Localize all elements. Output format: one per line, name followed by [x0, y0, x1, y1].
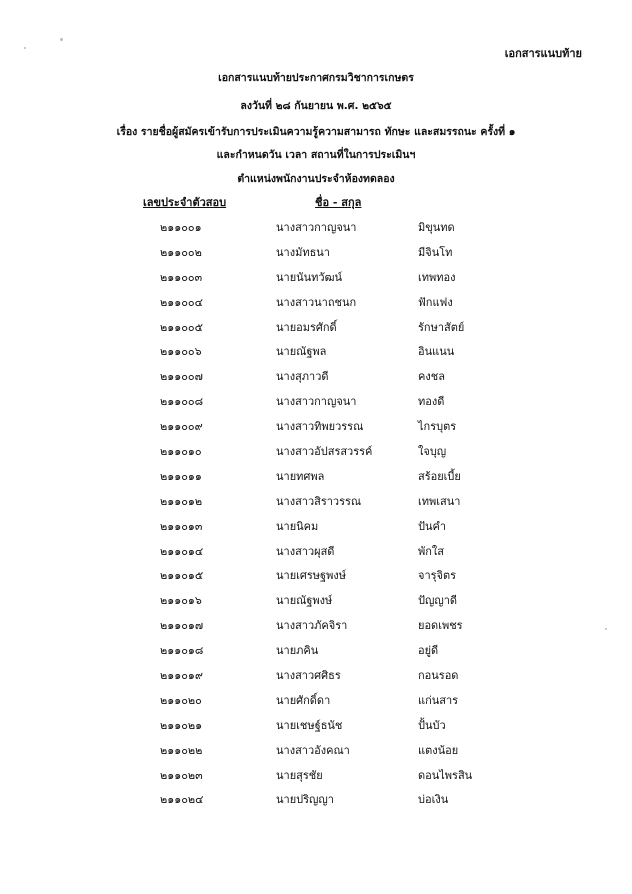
list-item — [0, 392, 632, 417]
candidate-list — [0, 218, 632, 815]
list-item — [0, 566, 632, 591]
document-title: เอกสารแนบท้ายประกาศกรมวิชาการเกษตร — [218, 72, 414, 84]
candidate-id: ๒๑๑๐๑๓ — [160, 519, 203, 533]
candidate-id: ๒๑๑๐๒๓ — [160, 768, 203, 782]
list-item — [0, 542, 632, 567]
candidate-first-name: นางสุภาวดี — [276, 370, 329, 384]
list-item — [0, 591, 632, 616]
candidate-id: ๒๑๑๐๑๙ — [160, 669, 203, 683]
list-item — [0, 691, 632, 716]
candidate-id: ๒๑๑๐๒๒ — [160, 743, 203, 757]
candidate-last-name: แตงน้อย — [418, 743, 459, 757]
candidate-id: ๒๑๑๐๐๖ — [160, 345, 202, 359]
candidate-first-name: นายศักดิ์ดา — [276, 693, 331, 707]
list-item — [0, 492, 632, 517]
candidate-id: ๒๑๑๐๑๗ — [160, 619, 204, 633]
candidate-last-name: มีจินโท — [418, 245, 453, 259]
column-header-name: ชื่อ - สกุล — [315, 196, 362, 209]
scan-speck — [60, 38, 63, 41]
candidate-id: ๒๑๑๐๑๖ — [160, 594, 202, 608]
list-item — [0, 442, 632, 467]
list-item — [0, 293, 632, 318]
candidate-first-name: นายนิคม — [276, 519, 319, 533]
candidate-last-name: แก่นสาร — [418, 693, 459, 707]
candidate-last-name: ใจบุญ — [418, 445, 447, 459]
list-item — [0, 616, 632, 641]
candidate-id: ๒๑๑๐๑๒ — [160, 494, 203, 508]
candidate-first-name: นางสาวอัปสรสวรรค์ — [276, 445, 373, 459]
list-item — [0, 318, 632, 343]
candidate-last-name: เทพทอง — [418, 270, 456, 284]
column-header-id: เลขประจำตัวสอบ — [143, 196, 227, 209]
candidate-first-name: นางมัทธนา — [276, 245, 330, 259]
candidate-id: ๒๑๑๐๒๑ — [160, 718, 203, 732]
candidate-last-name: จารุจิตร — [418, 569, 457, 583]
list-item — [0, 367, 632, 392]
candidate-last-name: มิขุนทด — [418, 221, 455, 234]
candidate-id: ๒๑๑๐๑๐ — [160, 445, 202, 459]
document-subject-cont: และกำหนดวัน เวลา สถานที่ในการประเมินฯ — [216, 149, 416, 161]
candidate-first-name: นายสุรชัย — [276, 768, 323, 782]
candidate-last-name: อยู่ดี — [418, 644, 439, 658]
candidate-id: ๒๑๑๐๒๐ — [160, 693, 202, 707]
candidate-id: ๒๑๑๐๐๕ — [160, 320, 203, 334]
document-subject: เรื่อง รายชื่อผู้สมัครเข้ารับการประเมินความรู้ความสามารถ ทักษะ และสมรรถนะ ครั้งที่ ๑ — [116, 126, 516, 138]
list-item — [0, 218, 632, 243]
candidate-last-name: ทองดี — [418, 395, 445, 409]
candidate-last-name: รักษาสัตย์ — [418, 320, 465, 334]
candidate-id: ๒๑๑๐๐๙ — [160, 420, 203, 434]
candidate-first-name: นายทศพล — [276, 469, 325, 483]
candidate-last-name: ไกรบุตร — [418, 420, 457, 434]
candidate-first-name: นายปริญญา — [276, 793, 334, 807]
scan-speck — [24, 47, 26, 49]
attachment-label: เอกสารแนบท้าย — [504, 47, 582, 60]
candidate-first-name: นางสาวนาถชนก — [276, 295, 357, 309]
candidate-last-name: ปั้นบัว — [418, 718, 446, 732]
candidate-first-name: นายณัฐพงษ์ — [276, 594, 333, 608]
candidate-id: ๒๑๑๐๐๘ — [160, 395, 204, 409]
candidate-last-name: ปัญญาดี — [418, 594, 458, 608]
candidate-last-name: ดอนไพรสิน — [418, 768, 473, 782]
candidate-last-name: พักใส — [418, 544, 444, 558]
candidate-last-name: เทพเสนา — [418, 494, 461, 508]
candidate-last-name: บ่อเงิน — [418, 793, 449, 807]
candidate-id: ๒๑๑๐๐๗ — [160, 370, 203, 384]
candidate-last-name: ฟักแฟง — [418, 295, 453, 309]
candidate-id: ๒๑๑๐๐๔ — [160, 295, 203, 309]
candidate-first-name: นางสาวสิราวรรณ — [276, 494, 362, 508]
candidate-first-name: นางสาวศศิธร — [276, 669, 341, 683]
list-item — [0, 666, 632, 691]
candidate-last-name: สร้อยเบี้ย — [418, 469, 461, 483]
list-item — [0, 417, 632, 442]
list-item — [0, 766, 632, 791]
candidate-first-name: นางสาวกาญจนา — [276, 395, 357, 409]
candidate-id: ๒๑๑๐๐๓ — [160, 270, 203, 284]
list-item — [0, 342, 632, 367]
document-date: ลงวันที่ ๒๘ กันยายน พ.ศ. ๒๕๖๕ — [240, 100, 392, 112]
candidate-first-name: นายภคิน — [276, 644, 319, 658]
candidate-last-name: กอนรอด — [418, 669, 459, 683]
list-item — [0, 467, 632, 492]
list-item — [0, 741, 632, 766]
candidate-first-name: นายอมรศักดิ์ — [276, 320, 337, 334]
candidate-last-name: อินแนน — [418, 345, 455, 359]
candidate-id: ๒๑๑๐๑๔ — [160, 544, 204, 558]
candidate-id: ๒๑๑๐๐๑ — [160, 221, 202, 234]
candidate-last-name: ปันคำ — [418, 519, 447, 533]
candidate-first-name: นางสาวทิพยวรรณ — [276, 420, 364, 434]
list-item — [0, 641, 632, 666]
candidate-id: ๒๑๑๐๐๒ — [160, 245, 202, 259]
list-item — [0, 790, 632, 815]
candidate-id: ๒๑๑๐๑๕ — [160, 569, 204, 583]
candidate-first-name: นางสาวกาญจนา — [276, 221, 357, 234]
candidate-id: ๒๑๑๐๑๑ — [160, 469, 202, 483]
candidate-first-name: นางสาวผุสดี — [276, 544, 335, 558]
position-title: ตำแหน่งพนักงานประจำห้องทดลอง — [237, 173, 395, 185]
candidate-id: ๒๑๑๐๒๔ — [160, 793, 204, 807]
candidate-id: ๒๑๑๐๑๘ — [160, 644, 204, 658]
candidate-first-name: นายเศรษฐพงษ์ — [276, 569, 346, 583]
list-item — [0, 517, 632, 542]
list-item — [0, 268, 632, 293]
candidate-first-name: นางสาวภัคจิรา — [276, 619, 348, 633]
list-item — [0, 716, 632, 741]
list-item — [0, 243, 632, 268]
candidate-first-name: นายนันทวัฒน์ — [276, 270, 343, 284]
candidate-last-name: ยอดเพชร — [418, 619, 463, 633]
candidate-first-name: นายเชษฐ์ธนัช — [276, 718, 343, 732]
candidate-first-name: นายณัฐพล — [276, 345, 327, 359]
candidate-first-name: นางสาวอังคณา — [276, 743, 350, 757]
candidate-last-name: คงชล — [418, 370, 445, 384]
